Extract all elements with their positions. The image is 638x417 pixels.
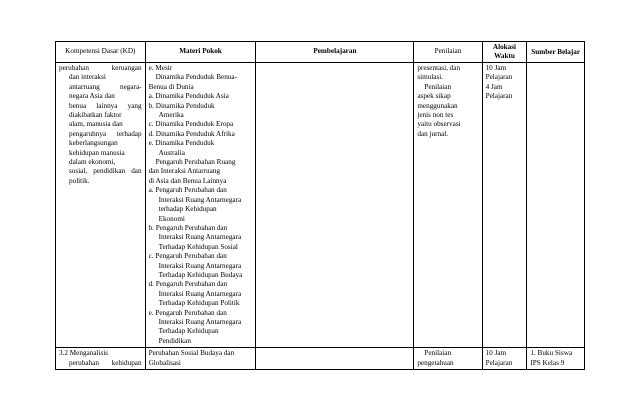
materi-line: c. Pengaruh Perubahan dan [148, 252, 227, 261]
cell-kd [56, 63, 146, 348]
materi-line: Interaksi Ruang Antarnegara [158, 289, 242, 298]
bullet-icon [149, 73, 156, 82]
materi-line: a. Dinamika Penduduk Asia [148, 92, 229, 101]
penilaian-line: yaitu observasi [417, 120, 461, 129]
penilaian-line: dan jurnal. [417, 129, 449, 138]
materi-line: Globalisasi [148, 358, 181, 367]
alokasi-line: 10 Jam [485, 64, 507, 72]
materi-line: Benua di Dunia [148, 82, 194, 91]
materi-line: di Asia dan Benua Lainnya [148, 176, 227, 185]
materi-line: Pendidikan [158, 336, 191, 345]
bullet-icon [149, 158, 156, 167]
materi-line: d. Dinamika Penduduk Afrika [148, 129, 235, 138]
materi-line: d. Pengaruh Perubahan dan [148, 280, 228, 289]
header-materi: Materi Pokok [145, 42, 256, 63]
kd-line: pengaruhnya terhadap [69, 129, 142, 138]
cell-penilaian [414, 348, 482, 370]
materi-line: e. Pengaruh Perubahan dan [148, 308, 227, 317]
cell-pembelajaran [256, 63, 414, 348]
cell-materi [145, 63, 256, 348]
header-alokasi: Alokasi Waktu [482, 42, 527, 63]
cell-materi [145, 348, 256, 370]
materi-line: terhadap Kehidupan [158, 205, 217, 214]
kd-line: negara Asia dan [69, 92, 115, 101]
kd-line: politik. [69, 176, 90, 185]
kd-line: diakibatkan faktor [69, 111, 122, 120]
materi-topic-text: Dinamika Penduduk Benua- [155, 73, 238, 82]
materi-line: Terhadap Kehidupan Budaya [158, 270, 243, 279]
kd-line: 3.2 Menganalisis [59, 349, 109, 358]
kd-line: antarruang negara- [69, 82, 142, 91]
materi-line: Interaksi Ruang Antarnegara [158, 261, 242, 270]
penilaian-topic-text: Penilaian [424, 349, 452, 358]
cell-kd [56, 348, 146, 370]
materi-line: c. Dinamika Penduduk Eropa [148, 120, 234, 129]
table-header-row [56, 42, 585, 63]
table-row [56, 348, 585, 370]
materi-line: dan Interaksi Antarruang [148, 167, 221, 176]
penilaian-line: presentasi, dan [417, 64, 461, 72]
materi-topic-text: Pengaruh Perubahan Ruang [155, 158, 236, 167]
cell-alokasi [482, 63, 527, 348]
materi-line: Interaksi Ruang Antarnegara [158, 233, 242, 242]
table-row [56, 63, 585, 348]
kd-line: kehidupan manusia [69, 148, 125, 157]
kd-line: dan interaksi [69, 73, 106, 82]
materi-line: b. Pengaruh Perubahan dan [148, 223, 228, 232]
alokasi-line: Pelajaran [485, 92, 513, 101]
kd-line: dalam ekonomi, [69, 158, 116, 167]
penilaian-line: pengetahuan [417, 358, 454, 367]
cell-penilaian [414, 63, 482, 348]
materi-line: Amerika [158, 111, 184, 120]
kd-line: perubahan kehidupan [69, 358, 142, 367]
materi-line: Ekonomi [158, 214, 185, 223]
materi-line: Perubahan Sosial Budaya dan [148, 349, 235, 358]
materi-line: Interaksi Ruang Antarnegara [158, 195, 242, 204]
penilaian-line: menggunakan [417, 101, 458, 110]
kd-line: sosial, pendidikan dan [69, 167, 142, 176]
materi-line: Terhadap Kehidupan Politik [158, 299, 240, 308]
materi-line: a. Pengaruh Perubahan dan [148, 186, 227, 195]
kd-line: benua lainnya yang [69, 101, 142, 110]
cell-alokasi [482, 348, 527, 370]
materi-topic-line [149, 73, 253, 82]
cell-sumber [527, 348, 585, 370]
penilaian-topic-line [417, 349, 478, 358]
alokasi-line: Pelajaran [485, 358, 513, 367]
kd-line: perubahan keruangan [59, 64, 142, 72]
header-pembelajaran: Pembelajaran [256, 42, 414, 63]
header-penilaian: Penilaian [414, 42, 482, 63]
kd-line: alam, manusia dan [69, 120, 123, 129]
alokasi-line: 10 Jam [485, 349, 507, 358]
materi-line: Interaksi Ruang Antarnegara [158, 317, 242, 326]
materi-line: Terhadap Kehidupan [158, 327, 219, 336]
alokasi-line: 4 Jam [485, 82, 503, 91]
materi-topic-line [149, 158, 253, 167]
cell-sumber [527, 63, 585, 348]
syllabus-table [55, 41, 585, 370]
penilaian-line: jenis non tes [417, 111, 454, 120]
penilaian-topic-text: Penilaian [424, 82, 452, 91]
header-sumber: Sumber Belajar [527, 42, 585, 63]
alokasi-line: Pelajaran [485, 73, 513, 82]
materi-line: e. Mesir [148, 64, 173, 72]
penilaian-topic-line [417, 83, 478, 92]
cell-pembelajaran [256, 348, 414, 370]
materi-line: b. Dinamika Penduduk [148, 101, 215, 110]
sumber-line: 1. Buku Siswa [530, 349, 573, 358]
materi-line: e. Dinamika Penduduk [148, 139, 215, 148]
header-kd: Kompetensi Dasar (KD) [56, 42, 146, 63]
kd-line: keberlangsungan [69, 139, 118, 148]
materi-line: Terhadap Kehidupan Sosial [158, 242, 238, 251]
materi-line: Australia [158, 148, 185, 157]
penilaian-line: aspek sikap [417, 92, 451, 101]
penilaian-line: simulasi. [417, 73, 444, 82]
sumber-line: IPS Kelas 9 [530, 358, 565, 367]
